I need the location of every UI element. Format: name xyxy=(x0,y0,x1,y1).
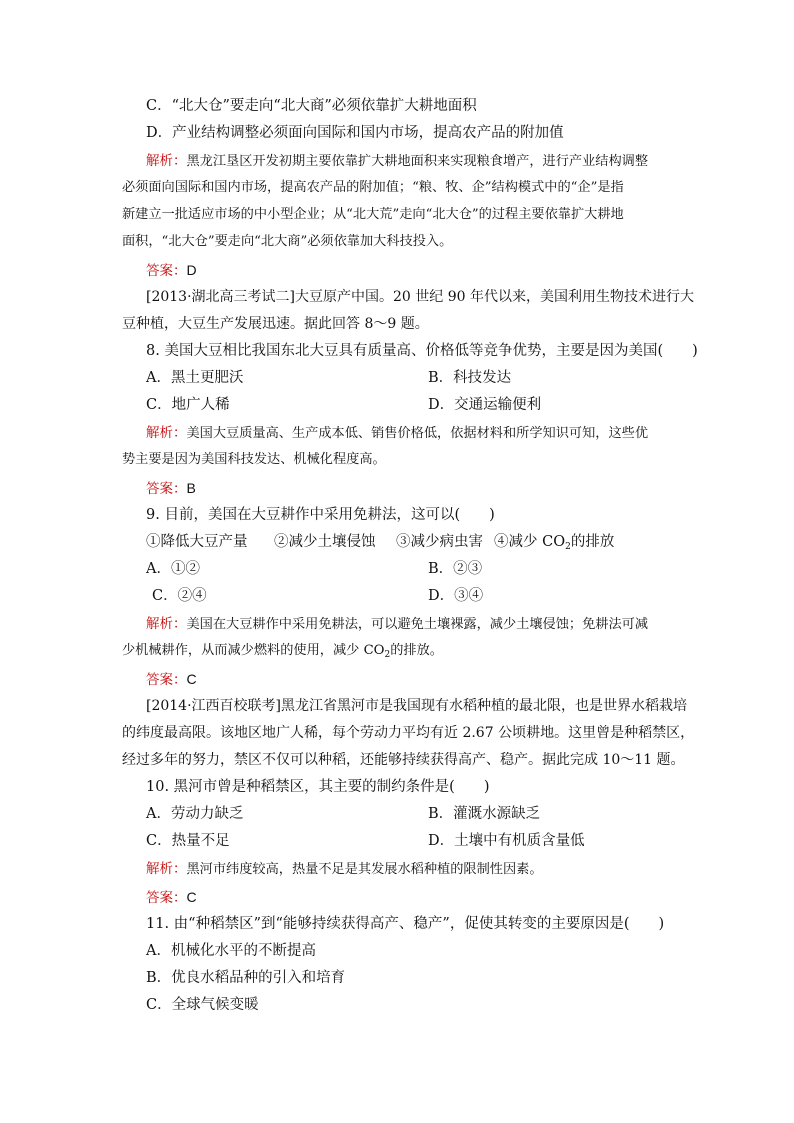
q11-stem: 11. 由“种稻禁区”到“能够持续获得高产、稳产”，促使其转变的主要原因是( ) xyxy=(146,916,665,932)
q7-analysis-line1 xyxy=(146,151,686,172)
q9-items-row xyxy=(146,530,686,554)
passage2-line3: 经过多年的努力，禁区不仅可以种稻，还能够持续获得高产、稳产。据此完成 10～11 题。 xyxy=(122,752,685,768)
answer-value: B xyxy=(186,480,196,496)
q9-item-4: ④减少 $CO_2$的排放 xyxy=(494,534,615,552)
q9-option-b: B．②③ xyxy=(428,561,483,577)
q10-stem: 10. 黑河市曾是种稻禁区，其主要的制约条件是( ) xyxy=(146,779,490,795)
passage2-line2: 的纬度最高限。该地区地广人稀，每个劳动力平均有近 2.67 公顷耕地。这里曾是种稻禁区， xyxy=(122,725,695,741)
q7-answer xyxy=(146,260,686,281)
q10-option-b: B．灌溉水源缺乏 xyxy=(428,806,541,822)
q8-option-d: D．交通运输便利 xyxy=(428,397,542,413)
q10-option-c: C．热量不足 xyxy=(146,833,230,849)
analysis-text: 黑河市纬度较高，热量不足是其发展水稻种植的限制性因素。 xyxy=(186,862,543,877)
answer-label: 答案： xyxy=(146,263,187,279)
analysis-label: 解析： xyxy=(146,153,187,169)
analysis-label: 解析： xyxy=(146,616,187,632)
q10-analysis-line1 xyxy=(146,859,686,880)
q8-option-b: B．科技发达 xyxy=(428,370,512,386)
q10-option-d: D．土壤中有机质含量低 xyxy=(428,833,585,849)
q9-option-c: C．②④ xyxy=(152,588,207,604)
answer-value: D xyxy=(186,262,197,278)
q7-option-c: C．“北大仓”要走向“北大商”必须依靠扩大耕地面积 xyxy=(146,98,477,114)
analysis-label: 解析： xyxy=(146,425,187,441)
q11-option-b: B．优良水稻品种的引入和培育 xyxy=(146,970,346,986)
passage1-line1: [2013·湖北高三考试二]大豆原产中国。20 世纪 90 年代以来，美国利用生物技术进行大 xyxy=(146,289,694,305)
q9-analysis-line2: 少机械耕作，从而减少燃料的使用，减少 $CO_2$的排放。 xyxy=(122,643,443,660)
q8-option-a: A．黑土更肥沃 xyxy=(146,370,244,386)
answer-label: 答案： xyxy=(146,672,187,688)
q9-stem: 9. 目前，美国在大豆耕作中采用免耕法，这可以( ) xyxy=(146,507,495,523)
q7-analysis-line3: 新建立一批适应市场的中小型企业；从“北大荒”走向“北大仓”的过程主要依靠扩大耕地 xyxy=(122,207,624,222)
q8-analysis-line2: 势主要是因为美国科技发达、机械化程度高。 xyxy=(122,452,386,467)
q7-analysis-line2: 必须面向国际和国内市场，提高农产品的附加值；“粮、牧、企”结构模式中的“企”是指 xyxy=(122,180,624,195)
q7-option-d: D．产业结构调整必须面向国际和国内市场，提高农产品的附加值 xyxy=(146,125,564,141)
passage1-line2: 豆种植，大豆生产发展迅速。据此回答 8～9 题。 xyxy=(122,316,429,332)
passage2-line1: [2014·江西百校联考]黑龙江省黑河市是我国现有水稻种植的最北限，也是世界水稻栽培 xyxy=(146,698,688,714)
analysis-text: 美国大豆质量高、生产成本低、销售价格低，依据材料和所学知识可知，这些优 xyxy=(186,426,649,441)
analysis-label: 解析： xyxy=(146,861,187,877)
q9-item-2: ②减少土壤侵蚀 xyxy=(274,534,376,550)
q10-options-row2 xyxy=(146,829,686,853)
q9-analysis-line1 xyxy=(146,614,686,635)
q9-option-d: D．③④ xyxy=(428,588,484,604)
q10-option-a: A．劳动力缺乏 xyxy=(146,806,244,822)
q8-options-row1 xyxy=(146,366,686,390)
q8-options-row2 xyxy=(146,393,686,417)
q9-options-row1 xyxy=(146,557,686,581)
q8-answer xyxy=(146,478,686,499)
analysis-text: 黑龙江垦区开发初期主要依靠扩大耕地面积来实现粮食增产，进行产业结构调整 xyxy=(186,154,649,169)
q10-answer xyxy=(146,887,686,908)
q8-analysis-line1 xyxy=(146,423,686,444)
q8-option-c: C．地广人稀 xyxy=(146,397,230,413)
answer-label: 答案： xyxy=(146,890,187,906)
q9-options-row2 xyxy=(146,584,686,608)
q11-option-c: C．全球气候变暖 xyxy=(146,997,259,1013)
q8-stem: 8. 美国大豆相比我国东北大豆具有质量高、价格低等竞争优势，主要是因为美国( ) xyxy=(146,343,698,359)
analysis-text: 美国在大豆耕作中采用免耕法，可以避免土壤裸露，减少土壤侵蚀；免耕法可减 xyxy=(186,617,649,632)
q7-analysis-line4: 面积，“北大仓”要走向“北大商”必须依靠加大科技投入。 xyxy=(122,234,453,249)
answer-value: C xyxy=(186,671,197,687)
q9-item-1: ①降低大豆产量 xyxy=(146,534,248,550)
answer-value: C xyxy=(186,889,197,905)
q11-option-a: A．机械化水平的不断提高 xyxy=(146,943,316,959)
q9-answer xyxy=(146,669,686,690)
q10-options-row1 xyxy=(146,802,686,826)
q9-option-a: A．①② xyxy=(146,561,200,577)
answer-label: 答案： xyxy=(146,481,187,497)
q9-item-3: ③减少病虫害 xyxy=(396,534,483,550)
